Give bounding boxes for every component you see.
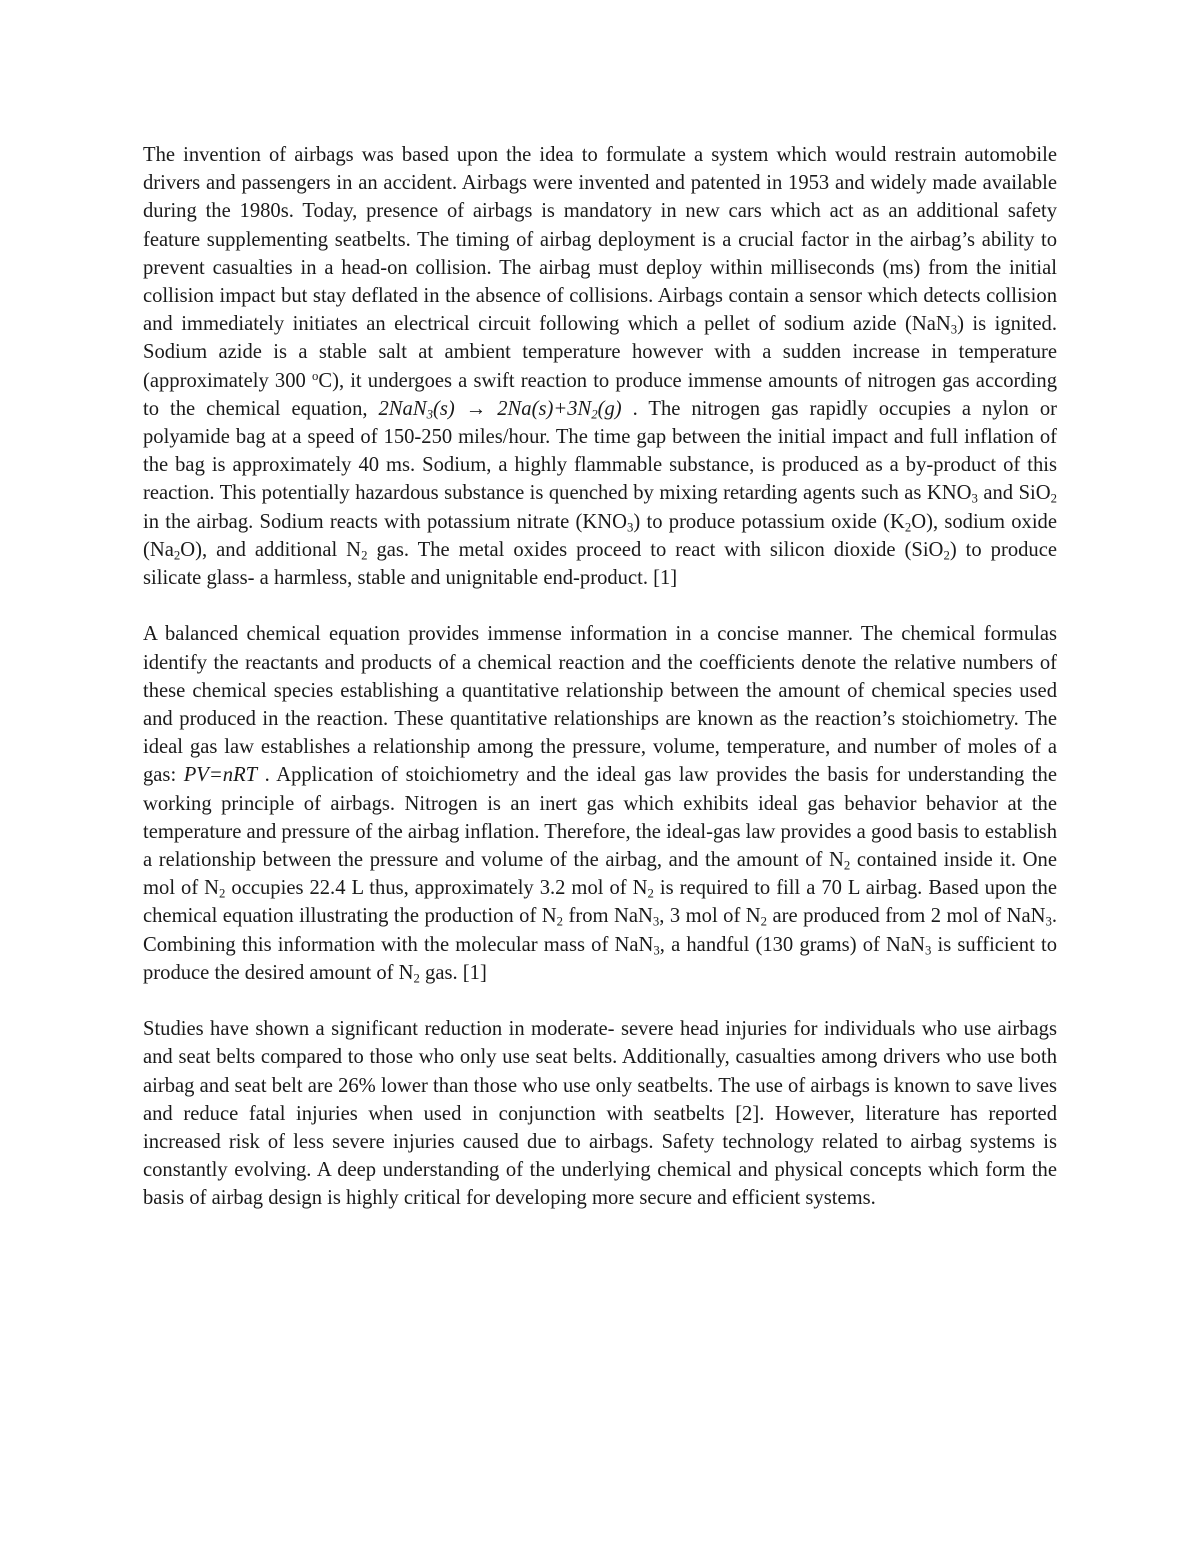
- text-run: contained inside it. One mol of N: [143, 849, 1057, 900]
- subscript: 2: [760, 915, 768, 930]
- subscript: 2: [943, 548, 950, 563]
- subscript: 2: [904, 520, 912, 535]
- degree-superscript: o: [311, 368, 319, 383]
- text-run: . The nitrogen gas rapidly occupies a nylon or polyamide bag at a speed of 150-250 miles/hour. The time gap between the initial impact and full inflation of the bag is approximately 40 ms. Sodium, a highly flammable substance, is produced as a by-product of this reaction. This potentially hazardous substance is quenched by mixing retarding agents such as KNO: [143, 397, 1057, 505]
- subscript: 3: [971, 492, 978, 506]
- subscript: 2: [647, 886, 654, 901]
- text-run: ) is ignited. Sodium azide is a stable salt at ambient temperature however with a sudden increase in temperature (approximately 300: [143, 313, 1057, 392]
- text-run: from NaN: [563, 905, 653, 928]
- subscript: 3: [426, 407, 433, 422]
- equation-part: (s) → 2Na(s)+3N: [432, 397, 592, 420]
- text-run: ) to produce silicate glass- a harmless, stable and unignitable end-product. [1]: [143, 538, 1057, 590]
- text-run: . Application of stoichiometry and the ideal gas law provides the basis for understanding the working principle of airbags. Nitrogen is an inert gas which exhibits ideal gas behavior behavior at the temperature and pressure of the airbag inflation. Therefore, the ideal-gas law provides a good basis to establish a relationship between the pressure and volume of the airbag, and the amount of N: [143, 764, 1057, 872]
- subscript: 2: [1050, 492, 1058, 506]
- equation-part: (g): [597, 397, 622, 420]
- subscript: 3: [653, 943, 660, 958]
- paragraph-gap: [143, 987, 1057, 1015]
- text-run: O), and additional N: [180, 538, 362, 561]
- text-run: are produced from 2 mol of NaN: [767, 905, 1046, 928]
- text-run: , 3 mol of N: [659, 905, 761, 928]
- subscript: 2: [843, 858, 851, 873]
- text-run: occupies 22.4 L thus, approximately 3.2 mol of N: [225, 877, 648, 900]
- paragraph-gap: [143, 592, 1057, 620]
- paragraph-airbag-history: [143, 141, 1057, 592]
- text-run: O), sodium oxide (Na: [143, 510, 1057, 561]
- text-run: gas. The metal oxides proceed to react with silicon dioxide (SiO: [367, 538, 944, 561]
- text-run: and SiO: [977, 482, 1051, 505]
- equation-part: 2NaN: [378, 397, 427, 420]
- text-run: ) to produce potassium oxide (K: [633, 510, 905, 533]
- text-run: C), it undergoes a swift reaction to produce immense amounts of nitrogen gas according to the chemical equation,: [143, 369, 1057, 420]
- subscript: 2: [556, 915, 564, 930]
- chemical-equation: [379, 398, 622, 420]
- subscript: 2: [219, 886, 226, 901]
- subscript: 2: [173, 548, 181, 563]
- text-run: The invention of airbags was based upon the idea to formulate a system which would restrain automobile drivers and passengers in an accident. Airbags were invented and patented in 1953 and widely made available during the 1980s. Today, presence of airbags is mandatory in new cars which act as an additional safety feature supplementing seatbelts. The timing of airbag deployment is a crucial factor in the airbag’s ability to prevent casualties in a head-on collision. The airbag must deploy within milliseconds (ms) from the initial collision impact but stay deflated in the absence of collisions. Airbags contain a sensor which detects collision and immediately initiates an electrical circuit following which a pellet of sodium azide (NaN: [143, 144, 1057, 336]
- text-run: A balanced chemical equation provides immense information in a concise manner. The chemical formulas identify the reactants and products of a chemical reaction and the coefficients denote the relative numbers of these chemical species establishing a quantitative relationship between the amount of chemical species used and produced in the reaction. These quantitative relationships are known as the reaction’s stoichiometry. The ideal gas law establishes a relationship among the pressure, volume, temperature, and number of moles of a gas:: [143, 623, 1057, 787]
- subscript: 3: [924, 943, 932, 958]
- text-run: in the airbag. Sodium reacts with potassium nitrate (KNO: [143, 510, 628, 533]
- ideal-gas-equation: PV=nRT: [183, 764, 258, 787]
- subscript: 3: [1045, 915, 1052, 930]
- text-run: , a handful (130 grams) of NaN: [659, 933, 925, 956]
- paragraph-safety-studies: Studies have shown a significant reduction in moderate- severe head injuries for individuals who use airbags and seat belts compared to those who only use seat belts. Additionally, casualties among drivers who use both airbag and seat belt are 26% lower than those who use only seatbelts. The use of airbags is known to save lives and reduce fatal injuries when used in conjunction with seatbelts [2]. However, literature has reported increased risk of less severe injuries caused due to airbags. Safety technology related to airbag systems is constantly evolving. A deep understanding of the underlying chemical and physical concepts which form the basis of airbag design is highly critical for developing more secure and efficient systems.: [143, 1018, 1057, 1210]
- paragraph-stoichiometry: [143, 620, 1057, 987]
- text-run: gas. [1]: [419, 961, 487, 984]
- subscript: 2: [413, 971, 420, 986]
- subscript: 2: [361, 548, 368, 563]
- text-run: is required to fill a 70 L airbag. Based upon the chemical equation illustrating the production of N: [143, 877, 1057, 928]
- subscript: 3: [950, 322, 958, 337]
- text-run: . Combining this information with the molecular mass of NaN: [143, 905, 1057, 956]
- subscript: 3: [627, 520, 634, 535]
- text-run: is sufficient to produce the desired amount of N: [143, 933, 1058, 984]
- subscript: 2: [591, 407, 598, 422]
- document-body: [143, 141, 1057, 1213]
- subscript: 3: [652, 915, 660, 930]
